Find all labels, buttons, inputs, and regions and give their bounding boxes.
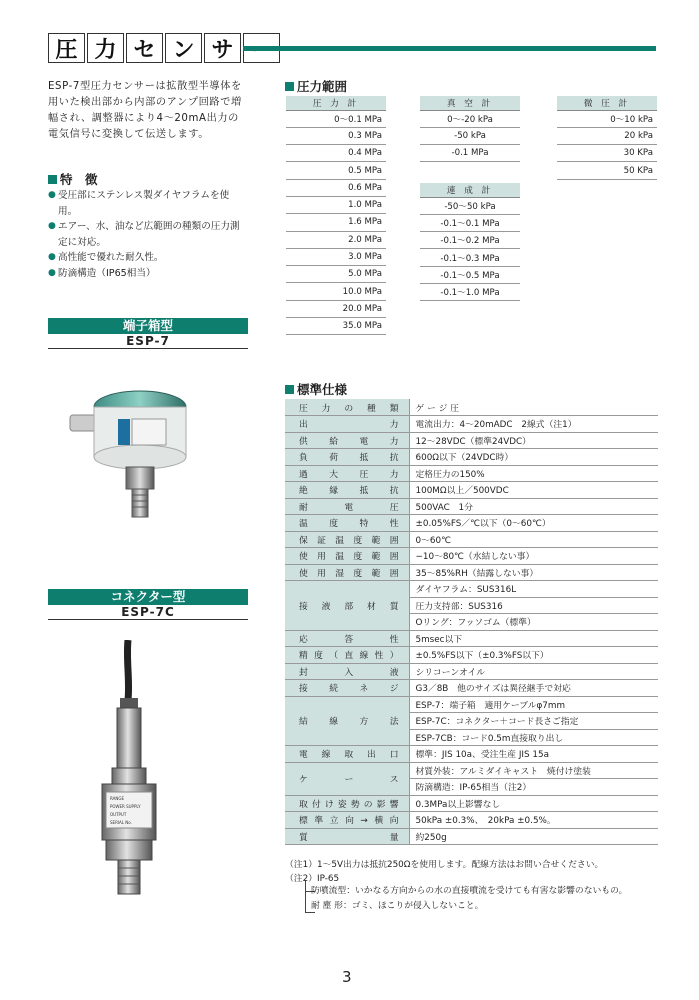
spec-key: 精度（直線性）: [285, 647, 409, 664]
table-row: -50～50 kPa: [420, 197, 520, 214]
spec-key: 過大圧力: [285, 465, 409, 482]
table-row: 10.0 MPa: [286, 283, 386, 300]
spec-value: ±0.5%FS以下（±0.3%FS以下）: [409, 647, 658, 664]
vacuum-range-table: [420, 96, 520, 162]
spec-value: ±0.05%FS／℃以下（0～60℃）: [409, 515, 658, 532]
table-row: 1.6 MPa: [286, 214, 386, 231]
spec-value: G3／8B 他のサイズは異径継手で対応: [409, 680, 658, 697]
notes: [285, 858, 603, 886]
compound-range-table: [420, 183, 520, 301]
table-row: -0.1 MPa: [420, 145, 520, 162]
spec-value: シリコーンオイル: [409, 663, 658, 680]
label-range: RANGE: [110, 796, 124, 801]
table-row: [285, 564, 658, 581]
list-item: ● 高性能で優れた耐久性。: [48, 250, 248, 266]
title-char: 力: [87, 33, 124, 63]
dot-icon: ●: [48, 267, 56, 278]
note-2-details: [311, 884, 627, 913]
spec-value: ゲ ー ジ 圧: [409, 399, 658, 416]
list-item: ● 受圧部にステンレス製ダイヤフラムを使用。: [48, 188, 248, 219]
table-row: [285, 746, 658, 763]
table-row: 0.6 MPa: [286, 179, 386, 196]
spec-key: 負荷抵抗: [285, 449, 409, 466]
table-row: 20 kPa: [557, 127, 657, 144]
esp7-product-photo: [60, 385, 200, 535]
table-row: [285, 465, 658, 482]
table-row: [285, 399, 658, 416]
model-code: ESP-7: [48, 334, 248, 349]
features-heading: [48, 170, 98, 188]
model-heading-esp7c: [48, 589, 248, 620]
table-row: [285, 548, 658, 565]
spec-key: 質量: [285, 828, 409, 845]
table-row: -0.1～0.2 MPa: [420, 232, 520, 249]
table-header: 微 圧 計: [557, 96, 657, 110]
table-row: [285, 482, 658, 499]
spec-value: 定格圧力の150%: [409, 465, 658, 482]
dot-icon: ●: [48, 221, 56, 231]
table-row: [285, 498, 658, 515]
table-row: [285, 515, 658, 532]
table-header: 真 空 計: [420, 96, 520, 110]
dot-icon: ●: [48, 190, 56, 200]
table-row: [285, 630, 658, 647]
table-row: -0.1～0.1 MPa: [420, 214, 520, 231]
range-heading: [285, 77, 347, 95]
spec-value: 防滴構造：IP-65相当（注2）: [409, 779, 658, 796]
list-item: ● 防滴構造（IP65相当）: [48, 266, 248, 282]
features-heading-text: 特 徴: [60, 172, 98, 187]
table-row: [285, 696, 658, 713]
spec-key: 電線取出口: [285, 746, 409, 763]
spec-value: 600Ω以下（24VDC時）: [409, 449, 658, 466]
spec-value: 12～28VDC（標準24VDC）: [409, 432, 658, 449]
spec-value: ESP-7CB：コード0.5m直接取り出し: [409, 729, 658, 746]
spec-key: 結線方法: [285, 696, 409, 746]
spec-key: 耐電圧: [285, 498, 409, 515]
square-bullet-icon: [285, 82, 294, 91]
table-row: -0.1～1.0 MPa: [420, 283, 520, 300]
spec-key: 供給電力: [285, 432, 409, 449]
spec-key: 接続ネジ: [285, 680, 409, 697]
list-item: ● エアー、水、油など広範囲の種類の圧力測定に対応。: [48, 219, 248, 250]
table-row: [285, 581, 658, 598]
spec-key: 圧力の種類: [285, 399, 409, 416]
spec-value: 約250g: [409, 828, 658, 845]
title-char: セ: [126, 33, 163, 63]
note-2-sub-1: 防噴流型：いかなる方向からの水の直接噴流を受けても有害な影響のないもの。: [311, 886, 628, 896]
spec-value: 50kPa ±0.3%、 20kPa ±0.5%。: [409, 812, 658, 829]
spec-value: 500VAC 1分: [409, 498, 658, 515]
spec-key: 封入液: [285, 663, 409, 680]
table-row: [285, 449, 658, 466]
title-char: サ: [204, 33, 241, 63]
spec-value: −10～80℃（水結しない事）: [409, 548, 658, 565]
spec-key: 標準立向→横向: [285, 812, 409, 829]
table-row: 0.4 MPa: [286, 145, 386, 162]
table-row: [285, 663, 658, 680]
spec-value: 標準：JIS 10a、受注生産 JIS 15a: [409, 746, 658, 763]
spec-value: 電流出力：4～20mADC 2線式（注1）: [409, 416, 658, 433]
model-code: ESP-7C: [48, 605, 248, 620]
intro-text: ESP-7型圧力センサーは拡散型半導体を用いた検出部から内部のアンプ回路で増幅され、調整器により4～20mA出力の電気信号に変換して伝送します。: [48, 81, 242, 140]
note-1: （注1）1～5V出力は抵抗250Ωを使用します。配線方法はお問い合せください。: [285, 860, 604, 870]
gauge-range-table: [286, 96, 386, 335]
spec-key: 使用湿度範囲: [285, 564, 409, 581]
table-row: 5.0 MPa: [286, 266, 386, 283]
spec-value: Oリング：フッソゴム（標準）: [409, 614, 658, 631]
table-row: -50 kPa: [420, 127, 520, 144]
table-row: 50 KPa: [557, 162, 657, 179]
spec-key: 保証温度範囲: [285, 531, 409, 548]
table-row: [285, 680, 658, 697]
esp7c-product-photo: [90, 640, 170, 900]
spec-value: ESP-7：端子箱 適用ケーブルφ7mm: [409, 696, 658, 713]
features-list: [48, 188, 248, 281]
table-row: 0～0.1 MPa: [286, 110, 386, 127]
table-row: -0.1～0.5 MPa: [420, 266, 520, 283]
table-row: [285, 812, 658, 829]
spec-key: 使用温度範囲: [285, 548, 409, 565]
spec-key: 取付け姿勢の影響: [285, 795, 409, 812]
table-row: [285, 531, 658, 548]
square-bullet-icon: [48, 175, 57, 184]
table-row: [285, 828, 658, 845]
spec-value: ESP-7C：コネクター＋コード長さご指定: [409, 713, 658, 730]
title-rule: [243, 46, 656, 51]
table-row: 0～-20 kPa: [420, 110, 520, 127]
page-number: 3: [342, 968, 352, 986]
note-2-sub-2: 耐 塵 形：ゴミ、ほこりが侵入しないこと。: [311, 900, 484, 911]
model-type: 端子箱型: [48, 318, 248, 334]
spec-heading: [285, 380, 347, 398]
table-row: 2.0 MPa: [286, 231, 386, 248]
model-heading-esp7: [48, 318, 248, 349]
micro-range-table: [557, 96, 657, 180]
spec-key: 絶縁抵抗: [285, 482, 409, 499]
table-row: 20.0 MPa: [286, 300, 386, 317]
spec-value: 0～60℃: [409, 531, 658, 548]
table-row: 35.0 MPa: [286, 318, 386, 335]
spec-key: 温度特性: [285, 515, 409, 532]
spec-value: 100MΩ以上／500VDC: [409, 482, 658, 499]
table-row: [285, 432, 658, 449]
table-row: 0～10 kPa: [557, 110, 657, 127]
spec-key: ケース: [285, 762, 409, 795]
spec-key: 接液部材質: [285, 581, 409, 631]
table-row: 3.0 MPa: [286, 248, 386, 265]
spec-key: 応答性: [285, 630, 409, 647]
spec-key: 出力: [285, 416, 409, 433]
label-supply: POWER SUPPLY: [110, 804, 141, 809]
dot-icon: ●: [48, 252, 56, 262]
spec-value: ダイヤフラム：SUS316L: [409, 581, 658, 598]
table-row: [285, 416, 658, 433]
range-heading-text: 圧力範囲: [297, 79, 348, 94]
square-bullet-icon: [285, 385, 294, 394]
table-row: 0.3 MPa: [286, 127, 386, 144]
model-type: コネクター型: [48, 589, 248, 605]
spec-value: 35～85%RH（結露しない事）: [409, 564, 658, 581]
table-row: [285, 795, 658, 812]
table-row: 1.0 MPa: [286, 196, 386, 213]
spec-value: 0.3MPa以上影響なし: [409, 795, 658, 812]
title-char: ン: [165, 33, 202, 63]
table-row: 0.5 MPa: [286, 162, 386, 179]
title-char: 圧: [48, 33, 85, 63]
label-output: OUTPUT: [110, 812, 127, 817]
spec-value: 5msec以下: [409, 630, 658, 647]
table-row: 30 KPa: [557, 145, 657, 162]
spec-value: 材質外装：アルミダイキャスト 焼付け塗装: [409, 762, 658, 779]
label-serial: SERIAL No.: [110, 820, 132, 825]
spec-heading-text: 標準仕様: [297, 382, 348, 397]
table-header: 圧 力 計: [286, 96, 386, 110]
table-row: -0.1～0.3 MPa: [420, 249, 520, 266]
table-header: 連 成 計: [420, 183, 520, 197]
spec-table: [285, 399, 658, 845]
note-2: （注2）IP-65: [285, 874, 340, 884]
table-row: [285, 762, 658, 779]
table-row: [285, 647, 658, 664]
spec-value: 圧力支持部：SUS316: [409, 597, 658, 614]
